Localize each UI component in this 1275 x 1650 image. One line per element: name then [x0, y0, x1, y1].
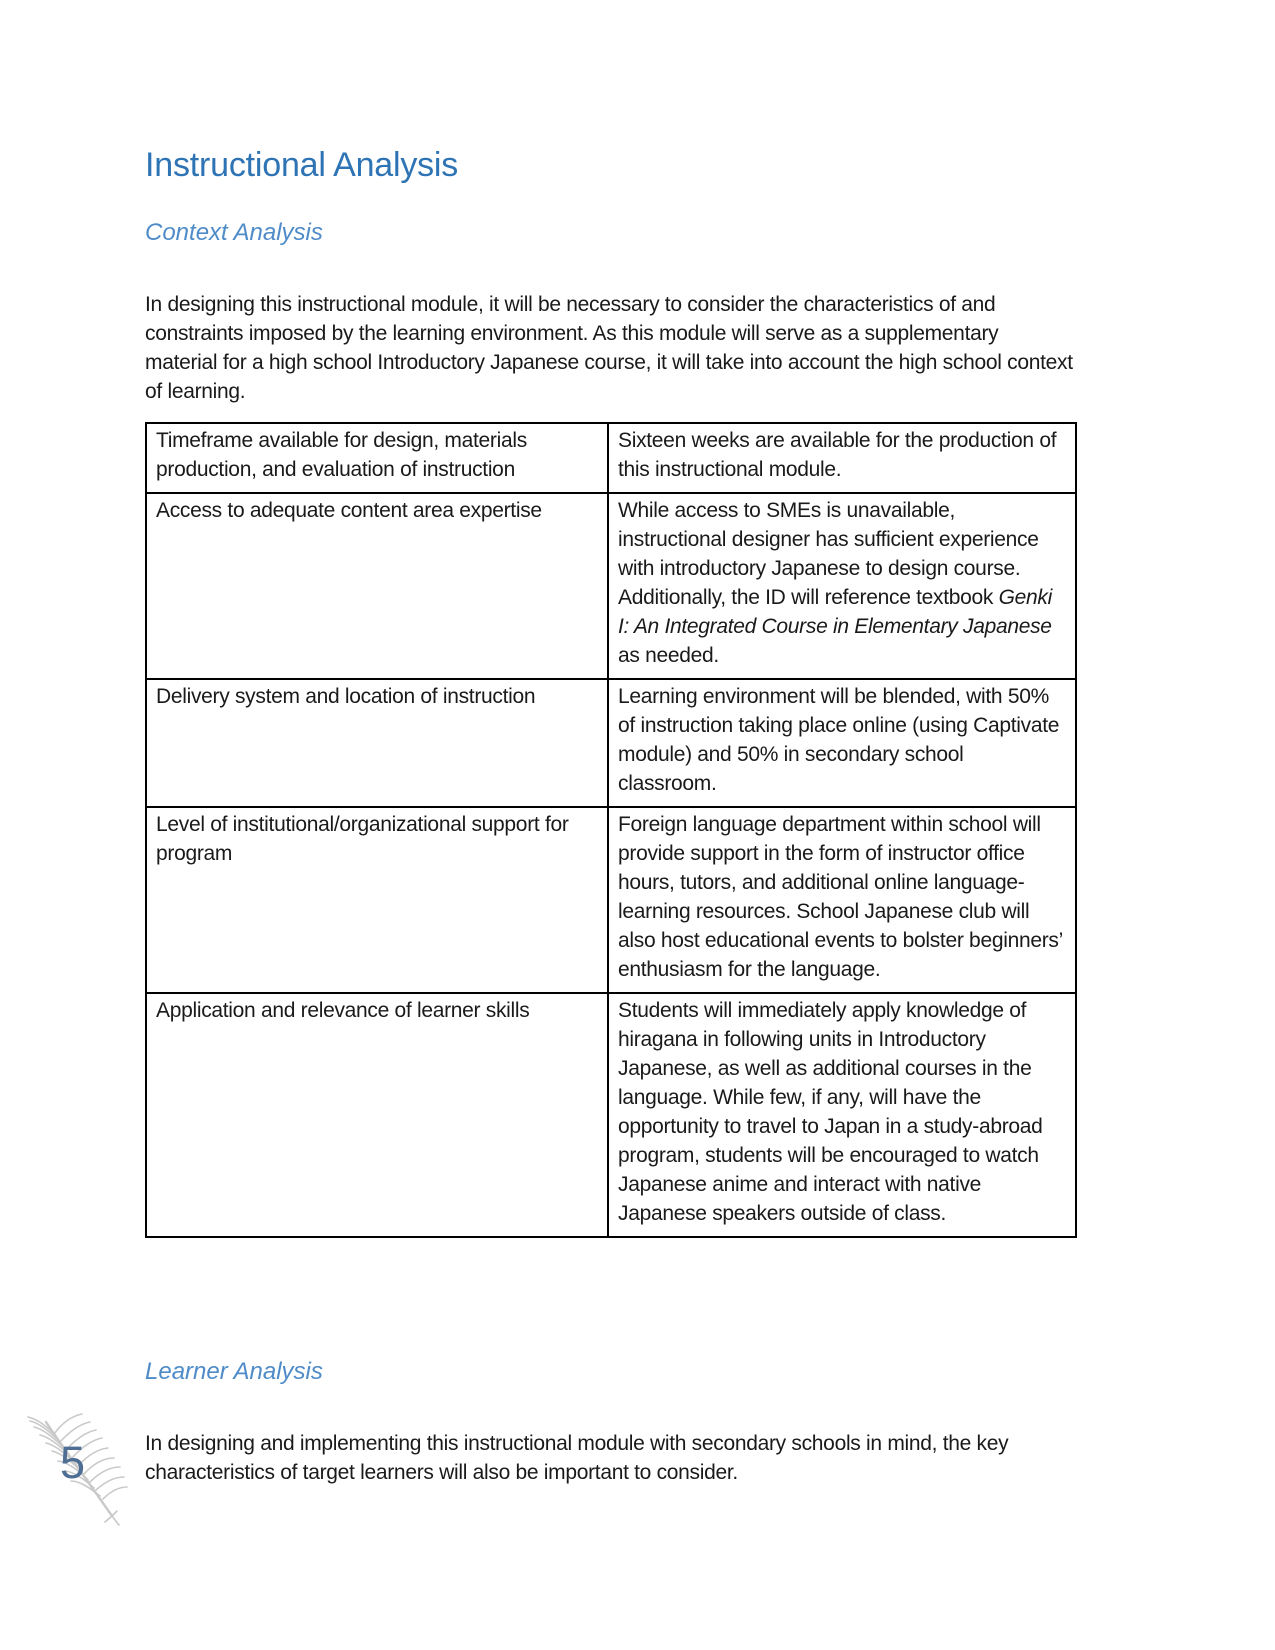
table-row — [146, 679, 1076, 807]
page-number: 5 — [60, 1437, 86, 1488]
table-row-value-text: as needed. — [618, 643, 719, 667]
table-row-value: Sixteen weeks are available for the production of this instructional module. — [608, 423, 1076, 493]
table-row-value: Students will immediately apply knowledge of hiragana in following units in Introductory Japanese, as well as additional courses in the language. While few, if any, will have the opportunity to travel to Japan in a study-abroad program, students will be encouraged to watch Japanese anime and interact with native Japanese speakers outside of class. — [608, 993, 1076, 1237]
book-title: Genki I: An Integrated Course in Elementary Japanese — [618, 585, 1052, 638]
section-heading-learner-analysis: Learner Analysis — [145, 1357, 323, 1385]
learner-intro-paragraph: In designing and implementing this instructional module with secondary schools in mind, the key characteristics of target learners will also be important to consider. — [145, 1431, 1009, 1484]
page-title: Instructional Analysis — [145, 146, 459, 184]
context-analysis-table — [145, 422, 1077, 1238]
table-row-label: Level of institutional/organizational support for program — [146, 807, 608, 993]
table-row — [146, 807, 1076, 993]
table-row-label: Access to adequate content area expertise — [146, 493, 608, 679]
table-row — [146, 493, 1076, 679]
context-intro-paragraph: In designing this instructional module, it will be necessary to consider the characteristics of and constraints imposed by the learning environment. As this module will serve as a supplementary material for a high school Introductory Japanese course, it will take into account the high school context of learning. — [145, 292, 1073, 403]
page-content — [145, 0, 1075, 1487]
table-row — [146, 423, 1076, 493]
table-row-value: Learning environment will be blended, with 50% of instruction taking place online (using Captivate module) and 50% in secondary school classroom. — [608, 679, 1076, 807]
table-row-label: Application and relevance of learner skills — [146, 993, 608, 1237]
table-row-value-text: While access to SMEs is unavailable, instructional designer has sufficient experience with introductory Japanese to design course. Additionally, the ID will reference textbook — [618, 498, 1039, 609]
table-row — [146, 993, 1076, 1237]
page-footer — [20, 1408, 150, 1548]
table-row-value — [608, 493, 1076, 679]
section-heading-context-analysis: Context Analysis — [145, 219, 323, 247]
table-row-label: Timeframe available for design, materials production, and evaluation of instruction — [146, 423, 608, 493]
table-row-value: Foreign language department within school will provide support in the form of instructor office hours, tutors, and additional online language-learning resources. School Japanese club will also host educational events to bolster beginners’ enthusiasm for the language. — [608, 807, 1076, 993]
table-row-label: Delivery system and location of instruction — [146, 679, 608, 807]
